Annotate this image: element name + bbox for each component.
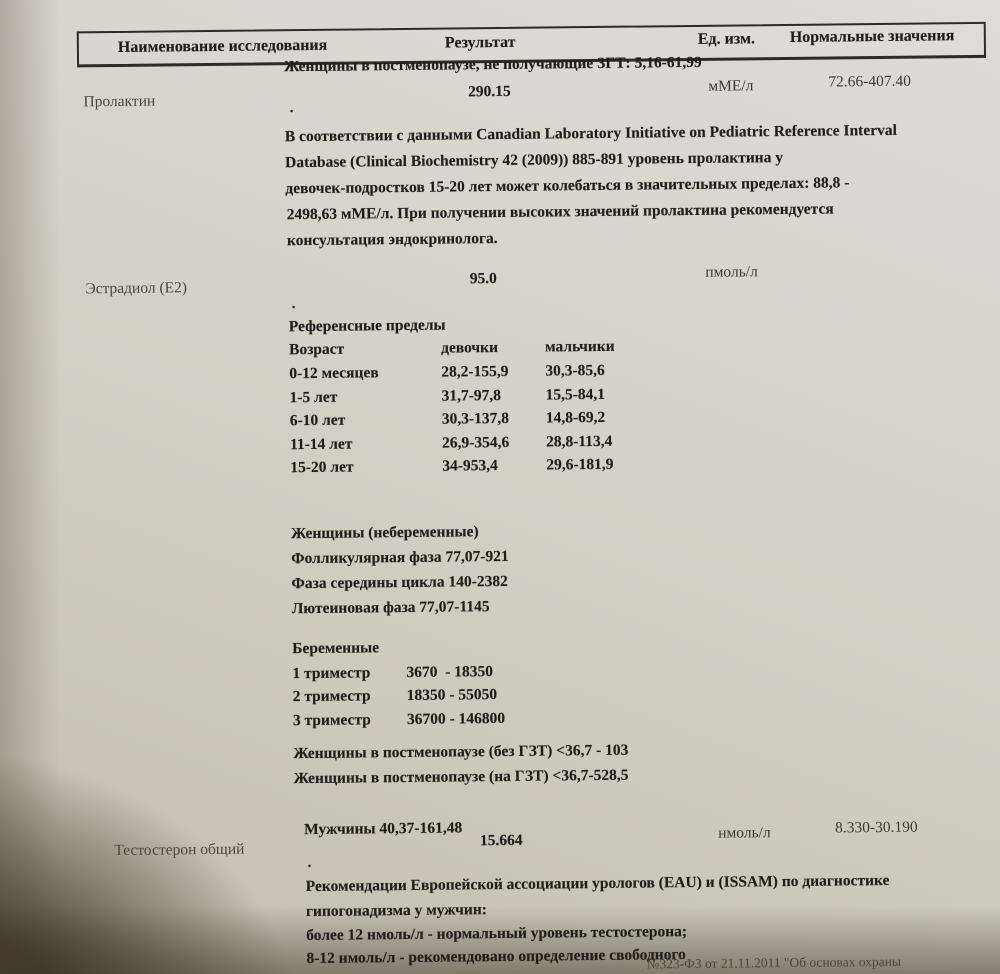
ref-age: 0-12 месяцев: [289, 364, 379, 383]
testosterone-comment-line: 8-12 нмоль/л - рекомендовано определение свободного: [306, 946, 686, 968]
menopause-line: Женщины в постменопаузе (без ГЗТ) <36,7 - 103: [293, 741, 629, 763]
trimester-label: 3 триместр: [292, 711, 371, 730]
ref-boys-range: 29,6-181,9: [546, 455, 614, 474]
trimester-range: 3670 - 18350: [406, 663, 494, 681]
reference-table-row: [290, 433, 612, 455]
trimester-label: 2 триместр: [292, 687, 371, 706]
reference-table-row: [290, 409, 606, 431]
reference-table-row: [289, 362, 605, 384]
ref-col-boys: мальчики: [544, 337, 615, 356]
prolactin-pre-note: Женщины в постменопаузе, не получающие ЗГТ: 5,16-61,99: [284, 53, 702, 76]
ref-age: 11-14 лет: [289, 435, 353, 454]
pregnant-title: Беременные: [292, 639, 380, 658]
menopause-line: Женщины в постменопаузе (на ГЗТ) <36,7-528,5: [293, 766, 629, 788]
testosterone-comment-line: более 12 нмоль/л - нормальный уровень тестостерона;: [306, 923, 688, 945]
test-name-prolactin: Пролактин: [83, 92, 156, 111]
testosterone-comment-line: Рекомендации Европейской ассоциации урологов (EAU) и (ISSAM) по диагностике: [305, 871, 890, 896]
women-phase-line: Фаза середины цикла 140-2382: [291, 572, 508, 593]
test-name-testosterone: Тестостерон общий: [114, 840, 245, 860]
women-phase-line: Лютеиновая фаза 77,07-1145: [291, 598, 490, 618]
women-phase-line: Фолликулярная фаза 77,07-921: [291, 547, 509, 568]
test-normal-testosterone: 8.330-30.190: [835, 818, 918, 837]
ref-age: 15-20 лет: [290, 458, 354, 477]
reference-table-row: [289, 386, 605, 408]
reference-table-row: [290, 456, 613, 478]
ref-boys-range: 30,3-85,6: [545, 361, 605, 380]
trimester-range: 18350 - 55050: [406, 686, 498, 704]
comment-separator-dot: .: [289, 99, 294, 117]
column-header-result: Результат: [444, 33, 516, 52]
ref-col-girls: девочки: [440, 339, 499, 357]
pregnant-row: [293, 686, 498, 707]
test-name-estradiol: Эстрадиол (Е2): [85, 279, 188, 298]
ref-boys-range: 15,5-84,1: [545, 385, 606, 404]
ref-age: 6-10 лет: [289, 411, 346, 430]
reference-table-header-row: [289, 338, 615, 360]
ref-girls-range: 30,3-137,8: [441, 409, 510, 428]
pregnant-row: [292, 663, 493, 684]
test-result-testosterone: 15.664: [479, 831, 523, 850]
prolactin-comment-line: консультация эндокринолога.: [286, 230, 498, 250]
ref-girls-range: 34-953,4: [442, 457, 498, 475]
pregnant-row: [293, 710, 505, 731]
trimester-label: 1 триместр: [292, 664, 371, 683]
column-header-normal-values: Нормальные значения: [789, 27, 955, 46]
testosterone-comment-line: гипогонадизма у мужчин:: [305, 901, 487, 921]
ref-boys-range: 28,8-113,4: [545, 432, 613, 451]
test-result-estradiol: 95.0: [469, 270, 497, 288]
test-units-testosterone: нмоль/л: [718, 824, 771, 842]
ref-girls-range: 31,7-97,8: [441, 386, 502, 405]
column-header-test-name: Наименование исследования: [117, 36, 328, 56]
test-units-estradiol: пмоль/л: [705, 263, 758, 281]
ref-col-age: Возраст: [288, 340, 345, 359]
test-units-prolactin: мМЕ/л: [708, 77, 754, 95]
ref-girls-range: 28,2-155,9: [441, 362, 509, 381]
prolactin-comment-line: В соответствии с данными Canadian Laboratory Initiative on Pediatric Reference Interval: [284, 121, 897, 146]
comment-separator-dot: .: [307, 853, 312, 872]
women-nonpregnant-title: Женщины (небеременные): [290, 523, 479, 543]
column-header-units: Ед. изм.: [697, 30, 756, 48]
comment-separator-dot: .: [291, 295, 296, 313]
prolactin-comment-line: 2498,63 мМЕ/л. При получении высоких значений пролактина рекомендуется: [286, 200, 834, 224]
trimester-range: 36700 - 146800: [406, 709, 506, 728]
reference-limits-title: Референсные пределы: [288, 316, 446, 336]
prolactin-comment-line: девочек-подростков 15-20 лет может колебаться в значительных пределах: 88,8 -: [285, 174, 850, 198]
ref-age: 1-5 лет: [289, 388, 338, 407]
ref-boys-range: 14,8-69,2: [545, 408, 606, 427]
prolactin-comment-line: Database (Clinical Biochemistry 42 (2009)) 885-891 уровень пролактина у: [285, 149, 784, 172]
ref-girls-range: 26,9-354,6: [441, 433, 510, 452]
test-result-prolactin: 290.15: [467, 82, 511, 101]
test-normal-prolactin: 72.66-407.40: [828, 72, 912, 91]
footer-law-fragment: №323-ФЗ от 21.11.2011 "Об основах охраны: [646, 953, 902, 972]
men-range-line: Мужчины 40,37-161,48: [303, 819, 463, 839]
